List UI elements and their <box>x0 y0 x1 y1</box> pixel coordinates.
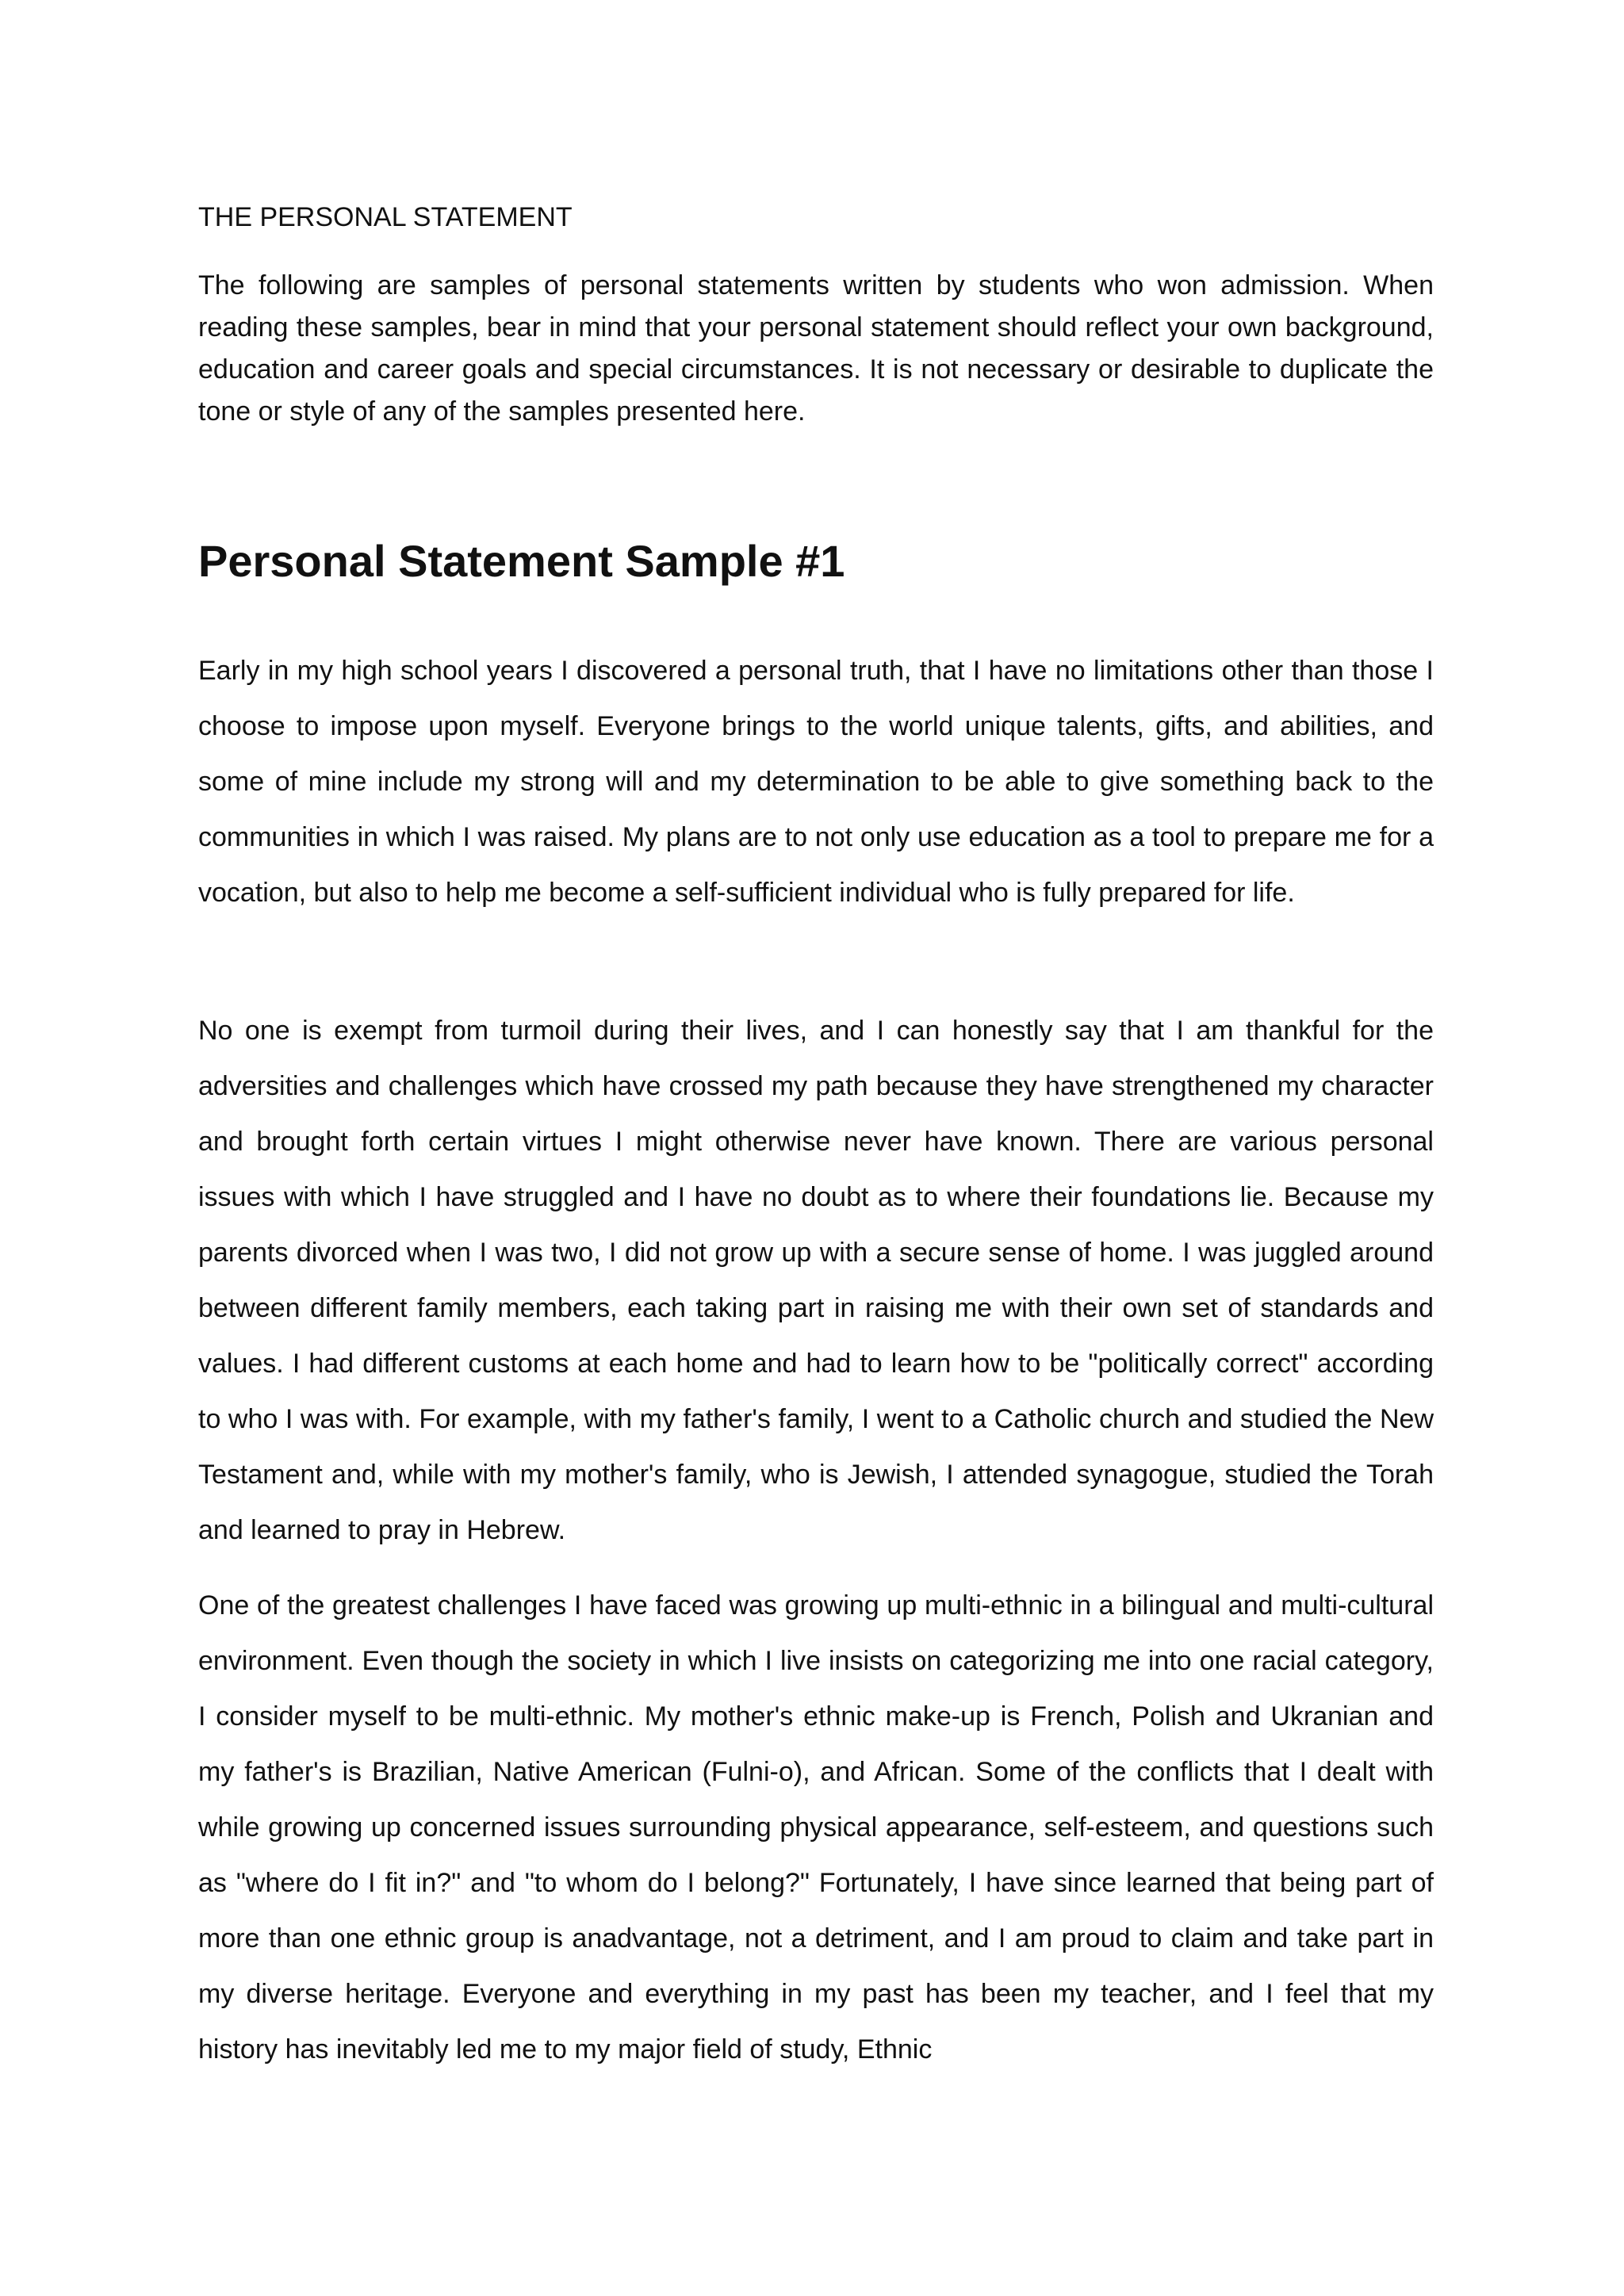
document-heading: THE PERSONAL STATEMENT <box>198 202 573 232</box>
body-paragraph-1: Early in my high school years I discovered a personal truth, that I have no limitations other than those I choose to impose upon myself. Everyone brings to the world unique talents, gifts, and abilities, and some of mine include my strong will and my determination to be able to give something back to the communities in which I was raised. My plans are to not only use education as a tool to prepare me for a vocation, but also to help me become a self-sufficient individual who is fully prepared for life. <box>198 656 1434 908</box>
intro-paragraph: The following are samples of personal statements written by students who won admission. When reading these samples, bear in mind that your personal statement should reflect your own background, education and career goals and special circumstances. It is not necessary or desirable to duplicate the tone or style of any of the samples presented here. <box>198 270 1434 427</box>
sample-title: Personal Statement Sample #1 <box>198 536 845 586</box>
body-paragraph-2: No one is exempt from turmoil during their lives, and I can honestly say that I am thankful for the adversities and challenges which have crossed my path because they have strengthened my character and brought forth certain virtues I might otherwise never have known. There are various personal issues with which I have struggled and I have no doubt as to where their foundations lie. Because my parents divorced when I was two, I did not grow up with a secure sense of home. I was juggled around between different family members, each taking part in raising me with their own set of standards and values. I had different customs at each home and had to learn how to be "politically correct" according to who I was with. For example, with my father's family, I went to a Catholic church and studied the New Testament and, while with my mother's family, who is Jewish, I attended synagogue, studied the Torah and learned to pray in Hebrew. <box>198 1016 1434 1545</box>
body-paragraph-3: One of the greatest challenges I have faced was growing up multi-ethnic in a bilingual and multi-cultural environment. Even though the society in which I live insists on categorizing me into one racial category, I consider myself to be multi-ethnic. My mother's ethnic make-up is French, Polish and Ukranian and my father's is Brazilian, Native American (Fulni-o), and African. Some of the conflicts that I dealt with while growing up concerned issues surrounding physical appearance, self-esteem, and questions such as "where do I fit in?" and "to whom do I belong?" Fortunately, I have since learned that being part of more than one ethnic group is anadvantage, not a detriment, and I am proud to claim and take part in my diverse heritage. Everyone and everything in my past has been my teacher, and I feel that my history has inevitably led me to my major field of study, Ethnic <box>198 1590 1434 2064</box>
